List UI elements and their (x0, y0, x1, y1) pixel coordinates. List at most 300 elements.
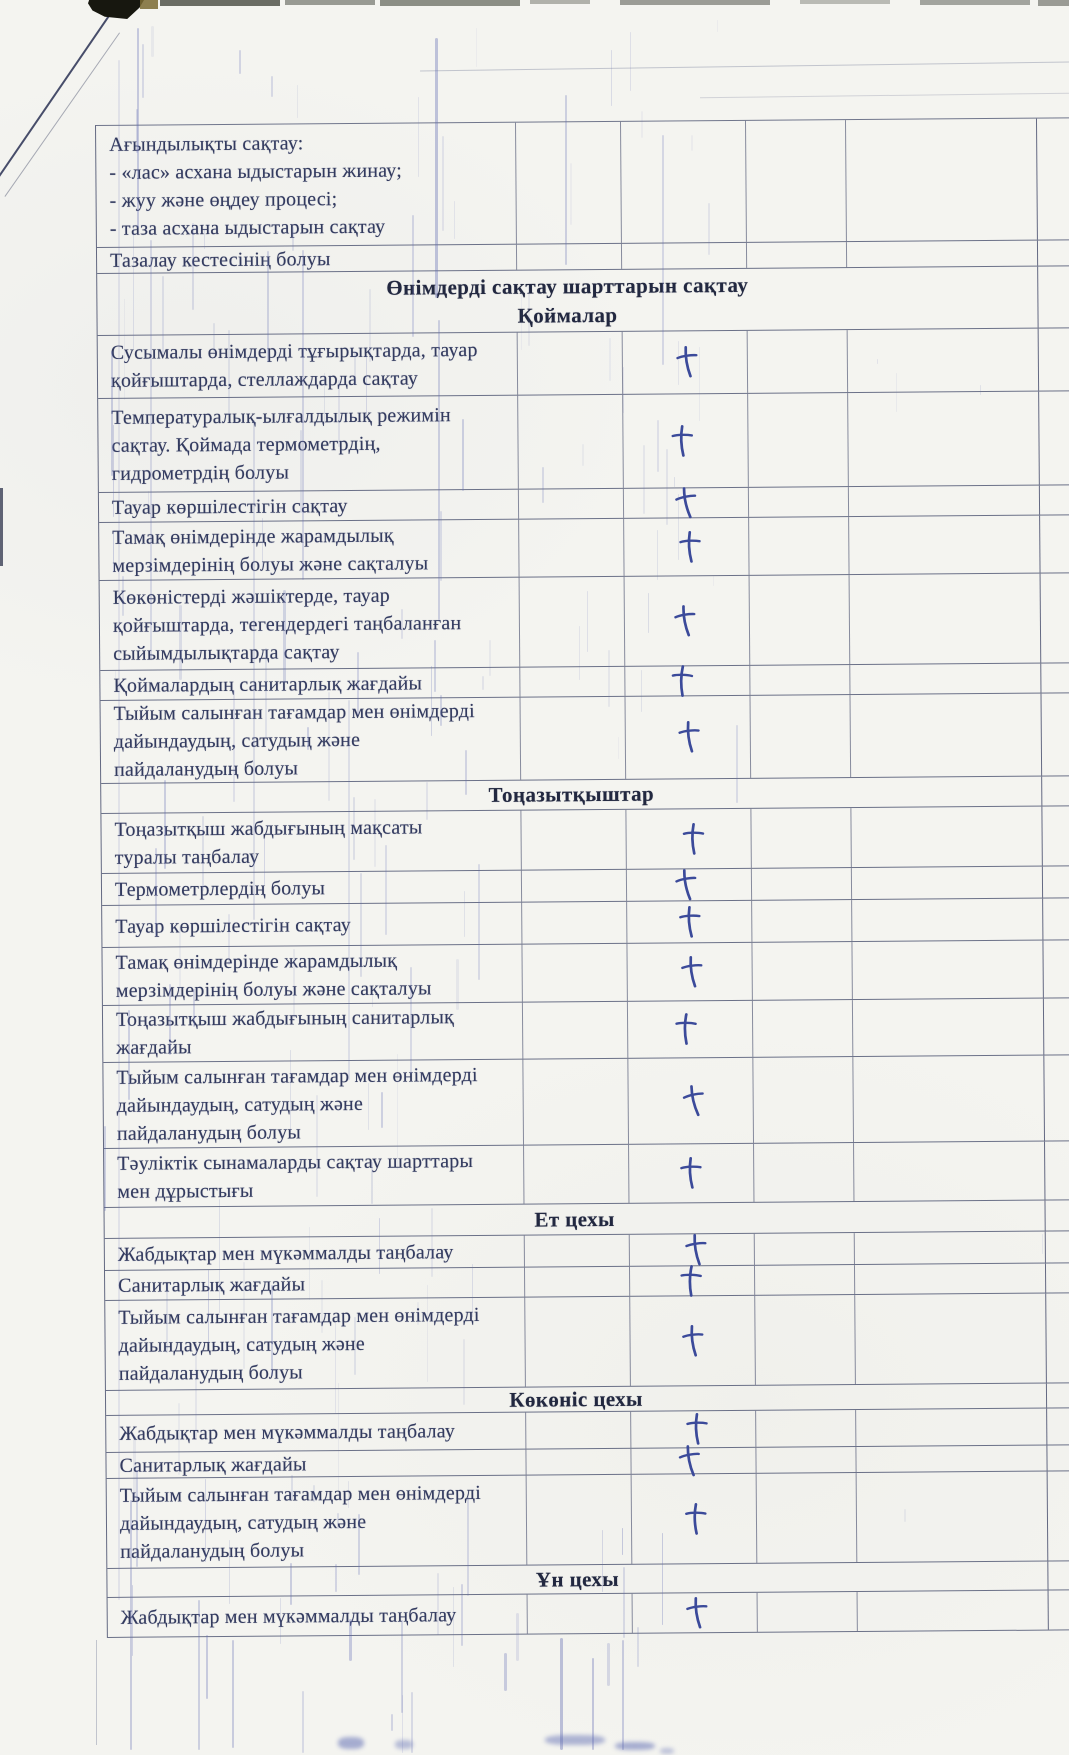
ink-bleed-streak (442, 136, 445, 230)
item-label-line: дайындаудың, сатудың және (116, 1092, 364, 1117)
result-cell-2-marked (631, 1411, 756, 1448)
result-cell-3 (749, 517, 849, 575)
ink-bleed-streak (290, 1563, 292, 1605)
result-cell-3 (750, 665, 850, 695)
handwritten-plus-mark (676, 905, 702, 939)
table-margin-stub (1046, 1293, 1069, 1382)
handwritten-plus-mark (671, 1011, 700, 1047)
ink-bleed-streak (641, 111, 643, 138)
ink-bleed-streak (178, 1403, 180, 1475)
ink-bleed-streak (456, 959, 458, 1010)
item-label-line: мерзімдерінің болуы және сақталуы (112, 551, 429, 577)
handwritten-plus-mark (671, 867, 701, 904)
ink-bleed-streak (192, 223, 194, 311)
ink-bleed-streak (155, 848, 156, 937)
table-margin-stub (1037, 118, 1069, 239)
ink-bleed-streak (307, 727, 309, 750)
result-cell-2-marked (626, 696, 752, 779)
ink-bleed-streak (337, 1513, 339, 1528)
checklist-row (102, 940, 1069, 1006)
ink-bleed-streak (607, 1643, 610, 1686)
ink-bleed-streak (150, 240, 152, 660)
section-header-text: Көкөніс цехы (509, 1386, 643, 1412)
handwritten-plus-mark (668, 423, 695, 458)
ink-bleed-streak (193, 989, 195, 1027)
ink-bleed-streak (374, 799, 376, 868)
result-cell-4 (849, 516, 1040, 574)
ink-bleed-streak (453, 1587, 454, 1667)
result-cell-2-marked (627, 901, 752, 943)
ink-bleed-streak (243, 1262, 245, 1369)
result-cell-1 (519, 489, 624, 519)
result-cell-1 (523, 1002, 628, 1059)
item-label-cell (97, 245, 517, 273)
item-label-cell (102, 903, 522, 947)
table-margin-stub (1047, 1408, 1069, 1444)
bleed-through-smudge (338, 1737, 364, 1749)
ink-bleed-streak (611, 50, 612, 107)
ink-bleed-streak (229, 1540, 231, 1605)
ink-bleed-streak (643, 445, 645, 515)
item-label-line: дайындаудың, сатудың және (118, 1332, 365, 1357)
result-cell-2-marked (621, 121, 747, 243)
ink-bleed-streak (476, 28, 478, 67)
item-label-cell (99, 490, 519, 522)
table-margin-stub (1047, 1445, 1069, 1470)
scan-edge-segment (140, 0, 158, 9)
checklist-row (101, 693, 1069, 784)
result-cell-4 (846, 119, 1038, 241)
handwritten-plus-mark (671, 484, 701, 521)
result-cell-2-marked (628, 1058, 754, 1144)
ink-bleed-streak (354, 1317, 356, 1375)
item-label-cell (106, 1413, 526, 1452)
ink-bleed-streak (434, 640, 436, 692)
handwritten-plus-mark (679, 1323, 706, 1358)
result-cell-1 (518, 332, 623, 395)
result-cell-3 (758, 1592, 858, 1632)
result-cell-1 (525, 1235, 630, 1267)
ink-bleed-streak (713, 576, 714, 586)
result-cell-3 (752, 868, 852, 900)
item-label-line: жағдайы (116, 1036, 192, 1059)
result-cell-1 (522, 944, 627, 1002)
table-margin-stub (1042, 806, 1069, 865)
bleed-through-smudge (545, 1735, 605, 1745)
table-margin-stub (1049, 1590, 1069, 1629)
ink-bleed-streak (353, 797, 355, 861)
item-label-line: сыйымдылықтарда сақтау (113, 640, 340, 665)
bleed-through-smudge (660, 1748, 674, 1754)
item-label-line: Жабдықтар мен мүкәммалды таңбалау (120, 1603, 457, 1629)
ink-bleed-streak (228, 330, 230, 414)
table-margin-stub (1044, 998, 1069, 1054)
ink-bleed-streak (228, 914, 230, 965)
ink-bleed-streak (560, 1638, 563, 1750)
item-label-cell (102, 871, 522, 905)
checklist-row (98, 391, 1069, 493)
handwritten-plus-mark (682, 1232, 711, 1268)
ink-bleed-streak (437, 1573, 438, 1635)
section-header-text: Тоңазытқыштар (488, 781, 655, 807)
ink-bleed-streak (166, 1284, 168, 1353)
scan-edge-segment (620, 0, 770, 5)
item-label-line: - жуу және өңдеу процесі; (109, 187, 338, 212)
ink-bleed-streak (357, 652, 359, 716)
item-label-line: Көкөністерді жәшіктерде, тауар (112, 584, 391, 609)
table-margin-stub (1039, 328, 1069, 390)
item-label-line: қойғыштарда, тегендердегі таңбаланған (112, 611, 462, 637)
checklist-row (99, 515, 1069, 581)
checklist-row (103, 1055, 1069, 1149)
table-margin-stub (1046, 1263, 1069, 1292)
ink-bleed-streak (440, 695, 442, 726)
ink-bleed-streak (206, 1635, 208, 1699)
ink-bleed-streak (528, 286, 530, 347)
result-cell-2-marked (625, 576, 751, 666)
item-label-line: Ағындылықты сақтау: (109, 131, 304, 156)
ink-bleed-streak (271, 76, 273, 97)
item-label-cell (101, 698, 522, 783)
ink-bleed-streak (381, 1092, 383, 1127)
result-cell-4 (856, 1409, 1047, 1446)
bleed-rule-line (420, 61, 1069, 71)
ink-bleed-streak (179, 926, 180, 995)
result-cell-2-marked (627, 869, 752, 901)
ink-bleed-streak (372, 993, 373, 1007)
ink-bleed-streak (717, 20, 719, 32)
ink-bleed-streak (118, 60, 120, 1600)
ink-bleed-streak (321, 1280, 323, 1333)
ink-bleed-streak (904, 1509, 906, 1523)
result-cell-4 (856, 1446, 1047, 1472)
ink-bleed-streak (213, 323, 215, 352)
table-margin-stub (1043, 940, 1069, 997)
table-margin-stub (1044, 1055, 1069, 1140)
result-cell-4 (850, 664, 1041, 694)
checklist-row (98, 328, 1069, 399)
ink-bleed-streak (169, 984, 170, 1055)
ink-bleed-streak (708, 203, 710, 255)
result-cell-3 (754, 1143, 854, 1202)
ink-bleed-streak (691, 135, 693, 151)
ink-bleed-streak (371, 1162, 373, 1205)
ink-bleed-streak (521, 290, 522, 351)
ink-bleed-streak (622, 1640, 624, 1750)
ink-bleed-streak (369, 289, 371, 361)
table-margin-stub (1041, 693, 1069, 775)
ink-bleed-streak (283, 590, 286, 683)
ink-bleed-streak (262, 518, 263, 567)
table-margin-stub (1041, 573, 1069, 662)
ink-bleed-streak (136, 1470, 138, 1568)
ink-bleed-streak (637, 1627, 639, 1667)
result-cell-4 (849, 486, 1040, 516)
item-label-cell (103, 1003, 523, 1062)
ink-bleed-streak (265, 648, 267, 739)
ink-bleed-streak (516, 1613, 519, 1661)
result-cell-1 (516, 122, 622, 244)
handwritten-plus-mark (667, 663, 696, 699)
result-cell-2-marked (633, 1593, 758, 1633)
ink-bleed-streak (151, 26, 154, 57)
item-label-line: мерзімдерінің болуы және сақталуы (115, 976, 432, 1002)
handwritten-plus-mark (670, 603, 699, 639)
ink-bleed-streak (113, 425, 114, 517)
ink-bleed-streak (349, 1619, 351, 1661)
ink-bleed-streak (465, 750, 467, 795)
ink-bleed-streak (302, 250, 304, 580)
ink-bleed-streak (454, 201, 455, 239)
checklist-row (100, 573, 1069, 671)
ink-bleed-streak (360, 873, 362, 977)
ink-bleed-streak (426, 782, 428, 820)
ink-bleed-streak (440, 511, 442, 581)
ink-bleed-streak (467, 1497, 469, 1596)
ink-bleed-streak (113, 531, 114, 572)
table-margin-stub (1045, 1200, 1069, 1230)
item-label-line: дайындаудың, сатудың және (113, 728, 361, 753)
result-cell-2-marked (632, 1474, 758, 1564)
table-margin-stub (1045, 1141, 1069, 1199)
checklist-row (101, 806, 1069, 874)
section-header-row (97, 266, 1069, 336)
result-cell-1 (522, 902, 627, 944)
result-cell-4 (855, 1264, 1046, 1294)
table-margin-stub (1041, 663, 1069, 692)
ink-bleed-streak (198, 1600, 200, 1750)
item-label-line: пайдаланудың болуы (120, 1538, 305, 1563)
item-label-line: Тоңазытқыш жабдығының мақсаты (114, 815, 423, 841)
result-cell-1 (525, 1267, 630, 1297)
ink-bleed-streak (666, 449, 668, 525)
result-cell-3 (751, 808, 851, 868)
bleed-through-smudge (615, 1742, 655, 1750)
ink-bleed-streak (253, 420, 255, 920)
checklist-row (96, 118, 1069, 248)
ink-bleed-streak (582, 444, 584, 466)
checklist-row (105, 1293, 1069, 1391)
ink-bleed-streak (309, 1227, 310, 1300)
ink-bleed-streak (565, 95, 567, 265)
result-cell-3 (755, 1265, 855, 1295)
ink-bleed-streak (292, 227, 294, 251)
result-cell-2-marked (626, 809, 751, 869)
scan-edge-segment (160, 0, 280, 6)
result-cell-4 (850, 574, 1042, 664)
scan-edge-segment (285, 0, 375, 5)
result-cell-3 (753, 1057, 854, 1143)
result-cell-1 (525, 1297, 631, 1387)
ink-bleed-streak (297, 85, 298, 118)
ink-bleed-streak (195, 1343, 197, 1440)
item-label-line: пайдаланудың болуы (118, 1360, 303, 1385)
result-cell-3 (750, 575, 851, 665)
result-cell-1 (521, 810, 626, 870)
ink-bleed-streak (478, 864, 480, 980)
result-cell-3 (752, 942, 852, 1000)
result-cell-3 (751, 695, 852, 778)
result-cell-3 (756, 1410, 856, 1447)
section-header-cell (97, 267, 1038, 335)
result-cell-2-marked (623, 331, 748, 394)
item-label-line: пайдаланудың болуы (116, 1120, 302, 1145)
ink-bleed-streak (391, 1714, 393, 1731)
handwritten-plus-mark (673, 344, 702, 380)
checklist-row (103, 998, 1069, 1063)
item-label-line: қойғыштарда, стеллаждарда сақтау (110, 367, 419, 392)
item-label-line: Температуралық-ылғалдылық режимін (111, 403, 451, 429)
ink-bleed-streak (896, 373, 898, 412)
scan-edge-segment (800, 0, 890, 4)
result-cell-1 (523, 1059, 629, 1145)
checklist-row (108, 1590, 1069, 1638)
result-cell-2-marked (624, 518, 749, 576)
ink-bleed-streak (335, 1322, 336, 1413)
ink-bleed-streak (608, 650, 610, 708)
scan-edge-segment (530, 0, 590, 4)
bleed-rule-line (700, 93, 1069, 99)
item-label-cell (103, 1060, 524, 1148)
table-margin-stub (1048, 1561, 1069, 1589)
result-cell-3 (748, 393, 849, 487)
result-cell-1 (528, 1594, 633, 1634)
item-label-line: Тамақ өнімдерінде жарамдылық (115, 949, 398, 974)
table-margin-stub (1048, 1471, 1069, 1560)
item-label-line: Тыйым салынған тағамдар мен өнімдерді (118, 1303, 480, 1329)
ink-bleed-streak (239, 50, 241, 74)
result-cell-3 (757, 1473, 858, 1563)
result-cell-3 (747, 242, 847, 268)
ink-bleed-streak (427, 1285, 428, 1382)
result-cell-4 (855, 1294, 1047, 1384)
table-margin-stub (1043, 898, 1069, 939)
table-margin-stub (1047, 1383, 1069, 1407)
ink-bleed-streak (358, 1514, 361, 1575)
ink-bleed-streak (662, 1533, 663, 1625)
item-label-cell (100, 578, 521, 670)
item-label-line: Санитарлық жағдайы (119, 1452, 307, 1477)
table-margin-stub (1042, 776, 1069, 805)
item-label-line: гидрометрдің болуы (111, 460, 290, 485)
item-label-line: сақтау. Қоймада термометрдің, (111, 432, 381, 457)
result-cell-1 (522, 870, 627, 902)
item-label-cell (99, 520, 519, 580)
item-label-line: Тамақ өнімдерінде жарамдылық (112, 524, 394, 549)
handwritten-plus-mark (678, 954, 706, 990)
item-label-cell (105, 1236, 525, 1270)
item-label-line: Тыйым салынған тағамдар мен өнімдерді (119, 1481, 482, 1507)
result-cell-4 (854, 1142, 1045, 1201)
table-margin-stub (1043, 866, 1069, 897)
item-label-line: пайдаланудың болуы (113, 757, 299, 781)
result-cell-1 (518, 395, 624, 489)
ink-bleed-streak (435, 38, 438, 298)
item-label-cell (106, 1450, 526, 1478)
result-cell-2-marked (628, 1001, 753, 1058)
result-cell-4 (851, 807, 1042, 867)
item-label-line: Қоймалардың санитарлық жағдайы (113, 671, 423, 697)
result-cell-2-marked (630, 1234, 755, 1266)
result-cell-1 (521, 697, 627, 780)
result-cell-2-marked (623, 394, 749, 488)
result-cell-1 (526, 1412, 631, 1449)
result-cell-4 (853, 1056, 1045, 1142)
ink-bleed-streak (202, 816, 204, 891)
ink-bleed-streak (162, 276, 164, 353)
checklist-row (107, 1471, 1069, 1569)
bleed-through-smudge (395, 1740, 413, 1749)
ink-bleed-streak (623, 1567, 625, 1638)
torn-paper-edge-blob (88, 0, 144, 19)
result-cell-3 (755, 1233, 855, 1265)
item-label-line: - таза асхана ыдыстарын сақтау (109, 215, 386, 240)
item-label-cell (100, 668, 520, 700)
result-cell-4 (847, 241, 1038, 267)
scan-edge-segment (1038, 0, 1069, 6)
table-margin-stub (1040, 515, 1069, 572)
result-cell-3 (756, 1447, 856, 1473)
ink-bleed-streak (179, 605, 182, 680)
result-cell-4 (851, 694, 1043, 777)
ink-bleed-streak (641, 670, 642, 712)
handwritten-plus-mark (683, 1595, 711, 1631)
ink-bleed-streak (489, 640, 491, 676)
item-label-cell (108, 1595, 528, 1637)
item-label-line: Тыйым салынған тағамдар мен өнімдерді (113, 700, 475, 725)
ink-bleed-streak (587, 591, 588, 653)
item-label-line: Жабдықтар мен мүкәммалды таңбалау (119, 1420, 456, 1445)
section-header-text: Қоймалар (517, 302, 618, 328)
result-cell-3 (749, 487, 849, 517)
item-label-line: Санитарлық жағдайы (118, 1272, 306, 1297)
ink-bleed-streak (662, 135, 664, 365)
result-cell-2-marked (627, 943, 752, 1001)
result-cell-2-marked (622, 243, 747, 269)
item-label-cell (105, 1268, 525, 1300)
result-cell-1 (527, 1475, 633, 1565)
handwritten-plus-mark (678, 1082, 709, 1119)
result-cell-3 (755, 1295, 856, 1385)
result-cell-4 (848, 392, 1040, 486)
ink-bleed-streak (267, 251, 269, 361)
scan-edge-segment (920, 0, 1030, 5)
ink-bleed-streak (464, 891, 465, 937)
result-cell-4 (852, 941, 1043, 999)
item-label-line: дайындаудың, сатудың және (119, 1510, 367, 1535)
item-label-line: Сусымалы өнімдерді тұғырықтарда, тауар (110, 339, 478, 364)
ink-bleed-streak (385, 845, 387, 936)
ink-bleed-streak (736, 725, 738, 803)
ink-bleed-streak (412, 215, 413, 337)
handwritten-plus-mark (681, 1501, 709, 1537)
result-cell-2-marked (631, 1448, 756, 1474)
result-cell-4 (857, 1472, 1049, 1562)
section-header-text: Ет цехы (534, 1206, 615, 1232)
result-cell-2-marked (625, 666, 750, 696)
result-cell-4 (858, 1591, 1049, 1631)
section-header-text: Өнімдерді сақтау шарттарын сақтау (386, 272, 749, 300)
item-label-line: Тазалау кестесінің болуы (109, 247, 331, 272)
handwritten-plus-mark (683, 1412, 710, 1447)
handwritten-plus-mark (675, 720, 702, 755)
ink-bleed-streak (302, 1691, 305, 1753)
ink-bleed-streak (280, 1598, 281, 1644)
ink-bleed-streak (417, 1302, 419, 1325)
ink-bleed-streak (338, 380, 339, 448)
ink-bleed-streak (348, 700, 350, 1080)
ink-bleed-streak (431, 1208, 434, 1277)
